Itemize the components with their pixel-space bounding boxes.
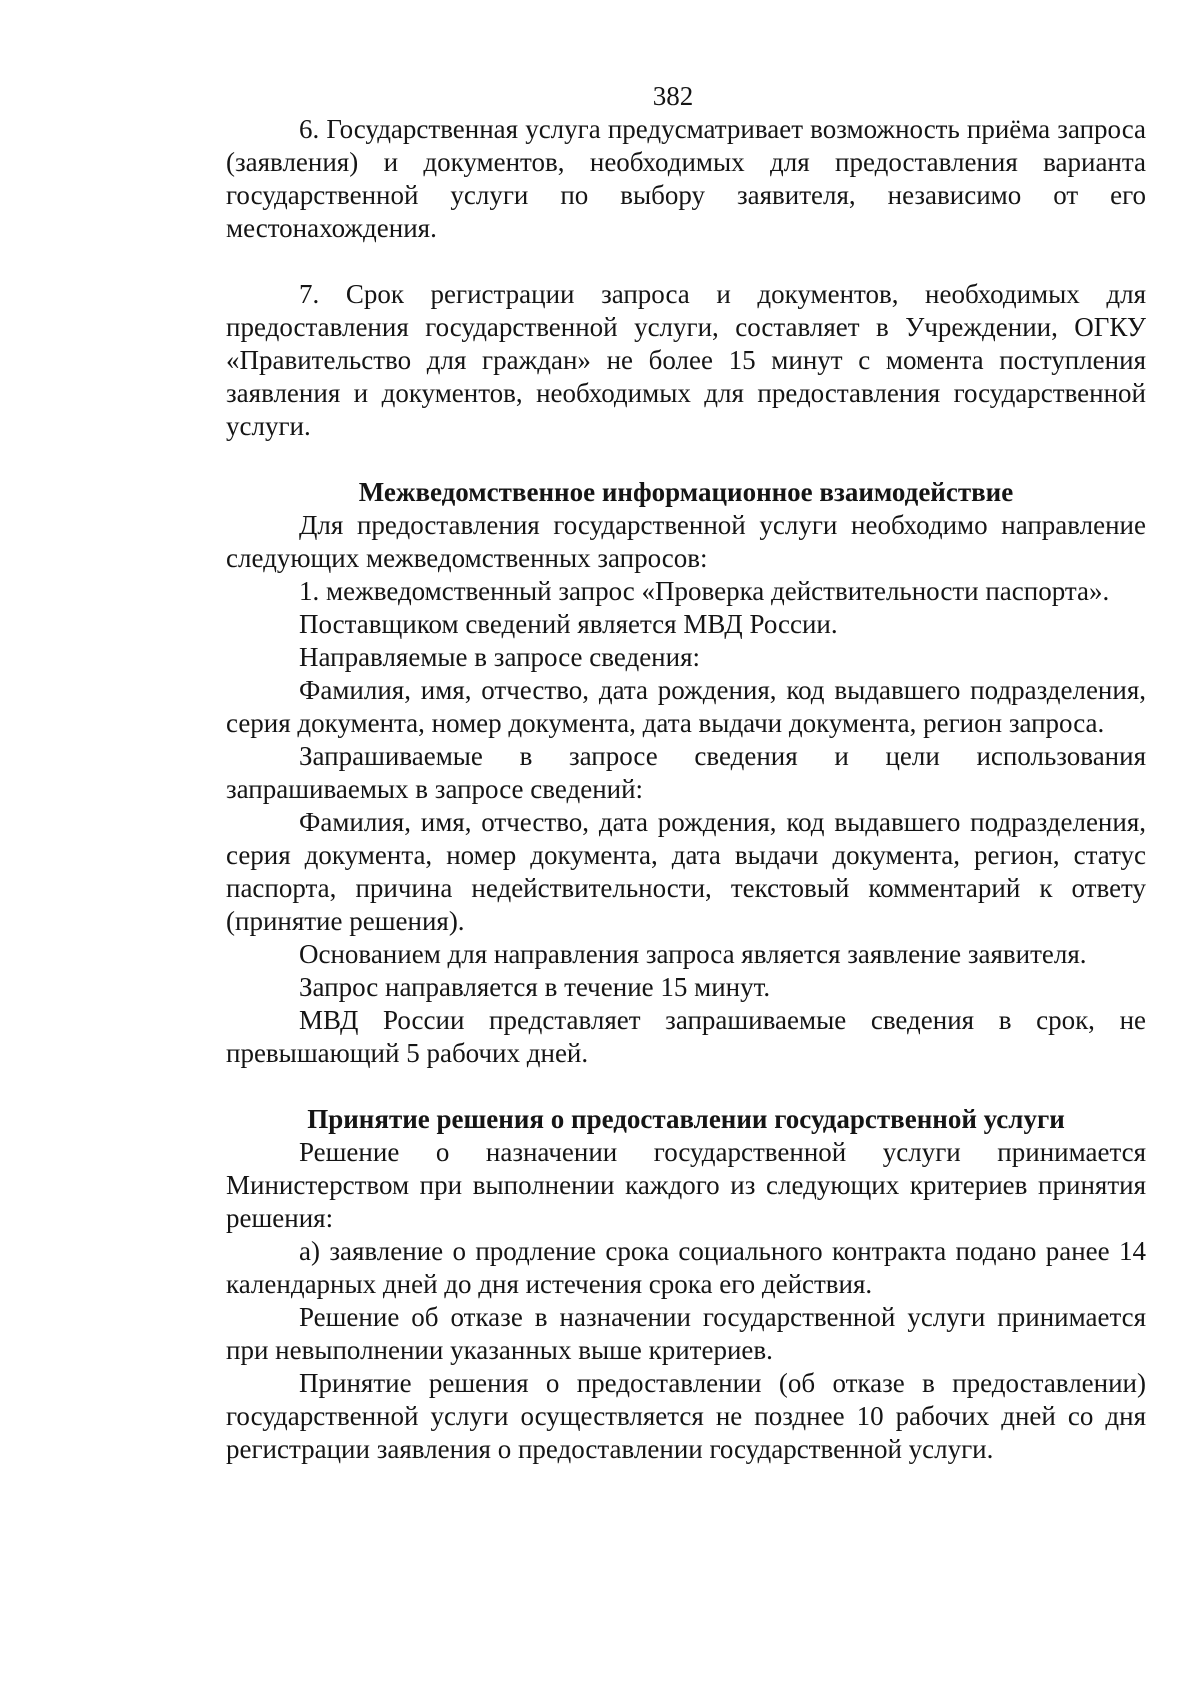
decision-paragraph: Решение о назначении государственной услуги принимается Министерством при выполнении каждого из следующих критериев принятия решения:: [226, 1137, 1146, 1233]
interagency-paragraph: Запрос направляется в течение 15 минут.: [299, 972, 771, 1002]
interagency-paragraph: Для предоставления государственной услуги необходимо направление следующих межведомственных запросов:: [226, 510, 1146, 573]
interagency-heading: Межведомственное информационное взаимодействие: [358, 477, 1014, 507]
interagency-paragraph: МВД России представляет запрашиваемые сведения в срок, не превышающий 5 рабочих дней.: [226, 1005, 1146, 1068]
decision-paragraph: а) заявление о продление срока социального контракта подано ранее 14 календарных дней до дня истечения срока его действия.: [226, 1236, 1146, 1299]
interagency-paragraph: Направляемые в запросе сведения:: [299, 642, 700, 672]
interagency-paragraph: Поставщиком сведений является МВД России.: [299, 609, 838, 639]
interagency-paragraph: 1. межведомственный запрос «Проверка действительности паспорта».: [299, 576, 1110, 606]
paragraph-spacer: [226, 443, 1146, 476]
interagency-paragraph: Запрашиваемые в запросе сведения и цели использования запрашиваемых в запросе сведений:: [226, 741, 1146, 804]
section-6-paragraph: 6. Государственная услуга предусматривает возможность приёма запроса (заявления) и документов, необходимых для предоставления варианта государственной услуги по выбору заявителя, независимо от его местонахождения.: [226, 114, 1146, 243]
section-7-paragraph: 7. Срок регистрации запроса и документов, необходимых для предоставления государственной услуги, составляет в Учреждении, ОГКУ «Правительство для граждан» не более 15 минут с момента поступления заявления и документов, необходимых для предоставления государственной услуги.: [226, 279, 1146, 441]
decision-heading: Принятие решения о предоставлении государственной услуги: [307, 1104, 1065, 1134]
page-number: 382: [652, 81, 694, 111]
paragraph-spacer: [226, 245, 1146, 278]
interagency-paragraph: Фамилия, имя, отчество, дата рождения, код выдавшего подразделения, серия документа, номер документа, дата выдачи документа, регион, статус паспорта, причина недействительности, текстовый комментарий к ответу (принятие решения).: [226, 807, 1146, 936]
decision-paragraph: Принятие решения о предоставлении (об отказе в предоставлении) государственной услуги осуществляется не позднее 10 рабочих дней со дня регистрации заявления о предоставлении государственной услуги.: [226, 1368, 1146, 1464]
paragraph-spacer: [226, 1070, 1146, 1103]
interagency-paragraph: Фамилия, имя, отчество, дата рождения, код выдавшего подразделения, серия документа, номер документа, дата выдачи документа, регион запроса.: [226, 675, 1146, 738]
document-page: [226, 80, 1146, 1466]
interagency-paragraph: Основанием для направления запроса является заявление заявителя.: [299, 939, 1087, 969]
decision-paragraph: Решение об отказе в назначении государственной услуги принимается при невыполнении указанных выше критериев.: [226, 1302, 1146, 1365]
